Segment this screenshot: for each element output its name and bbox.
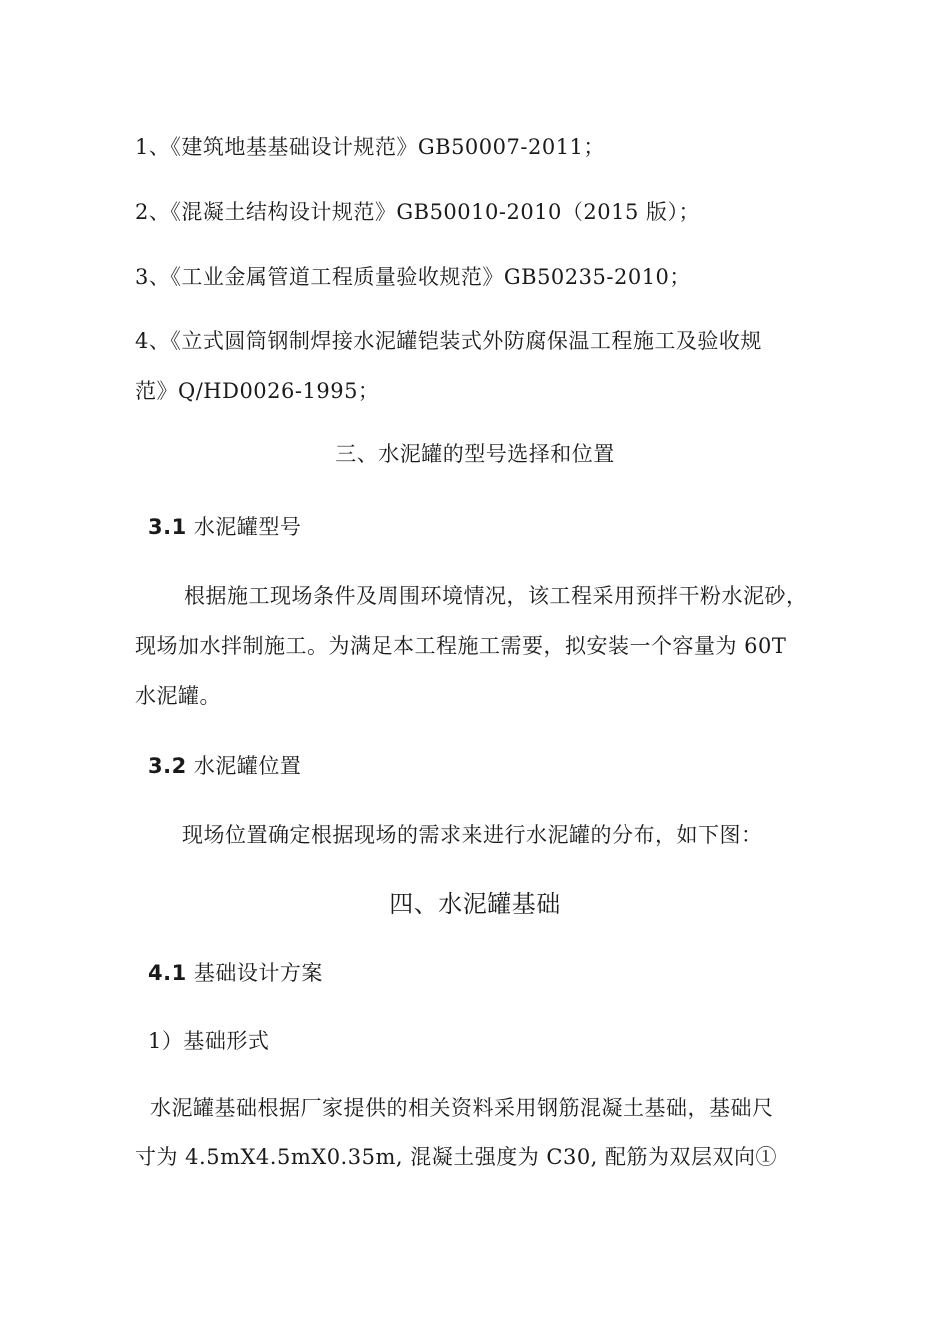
reference-item-2: 2、《混凝土结构设计规范》GB50010-2010（2015 版）；: [135, 200, 701, 224]
heading-text: 基础设计方案: [193, 961, 323, 985]
paragraph-3-1-line-2: 现场加水拌制施工。为满足本工程施工需要，拟安装一个容量为 60T: [135, 634, 787, 658]
reference-item-4: 4、《立式圆筒钢制焊接水泥罐铠装式外防腐保温工程施工及验收规: [135, 329, 762, 353]
heading-4-1: [148, 958, 323, 988]
reference-item-3: 3、《工业金属管道工程质量验收规范》GB50235-2010；: [135, 265, 691, 289]
heading-number: 4.1: [148, 961, 187, 985]
paragraph-3-1-line-3: 水泥罐。: [135, 684, 221, 708]
reference-item-4-cont: 范》Q/HD0026-1995；: [135, 379, 380, 403]
section-3-title: 三、水泥罐的型号选择和位置: [335, 442, 615, 466]
reference-item-1: 1、《建筑地基基础设计规范》GB50007-2011；: [135, 135, 605, 159]
paragraph-3-2: 现场位置确定根据现场的需求来进行水泥罐的分布，如下图：: [182, 823, 763, 847]
heading-number: 3.2: [148, 754, 187, 778]
heading-3-2: [148, 751, 301, 781]
heading-text: 水泥罐位置: [193, 754, 302, 778]
heading-3-1: [148, 512, 301, 542]
paragraph-4-1-line-1: 水泥罐基础根据厂家提供的相关资料采用钢筋混凝土基础，基础尺: [150, 1096, 774, 1120]
paragraph-4-1-line-2: 寸为 4.5mX4.5mX0.35m, 混凝土强度为 C30, 配筋为双层双向①: [135, 1145, 778, 1169]
heading-text: 水泥罐型号: [193, 515, 302, 539]
item-1-label: 1）基础形式: [148, 1029, 270, 1053]
section-4-title: 四、水泥罐基础: [389, 890, 561, 918]
paragraph-3-1-line-1: 根据施工现场条件及周围环境情况，该工程采用预拌干粉水泥砂，: [184, 584, 808, 608]
heading-number: 3.1: [148, 515, 187, 539]
